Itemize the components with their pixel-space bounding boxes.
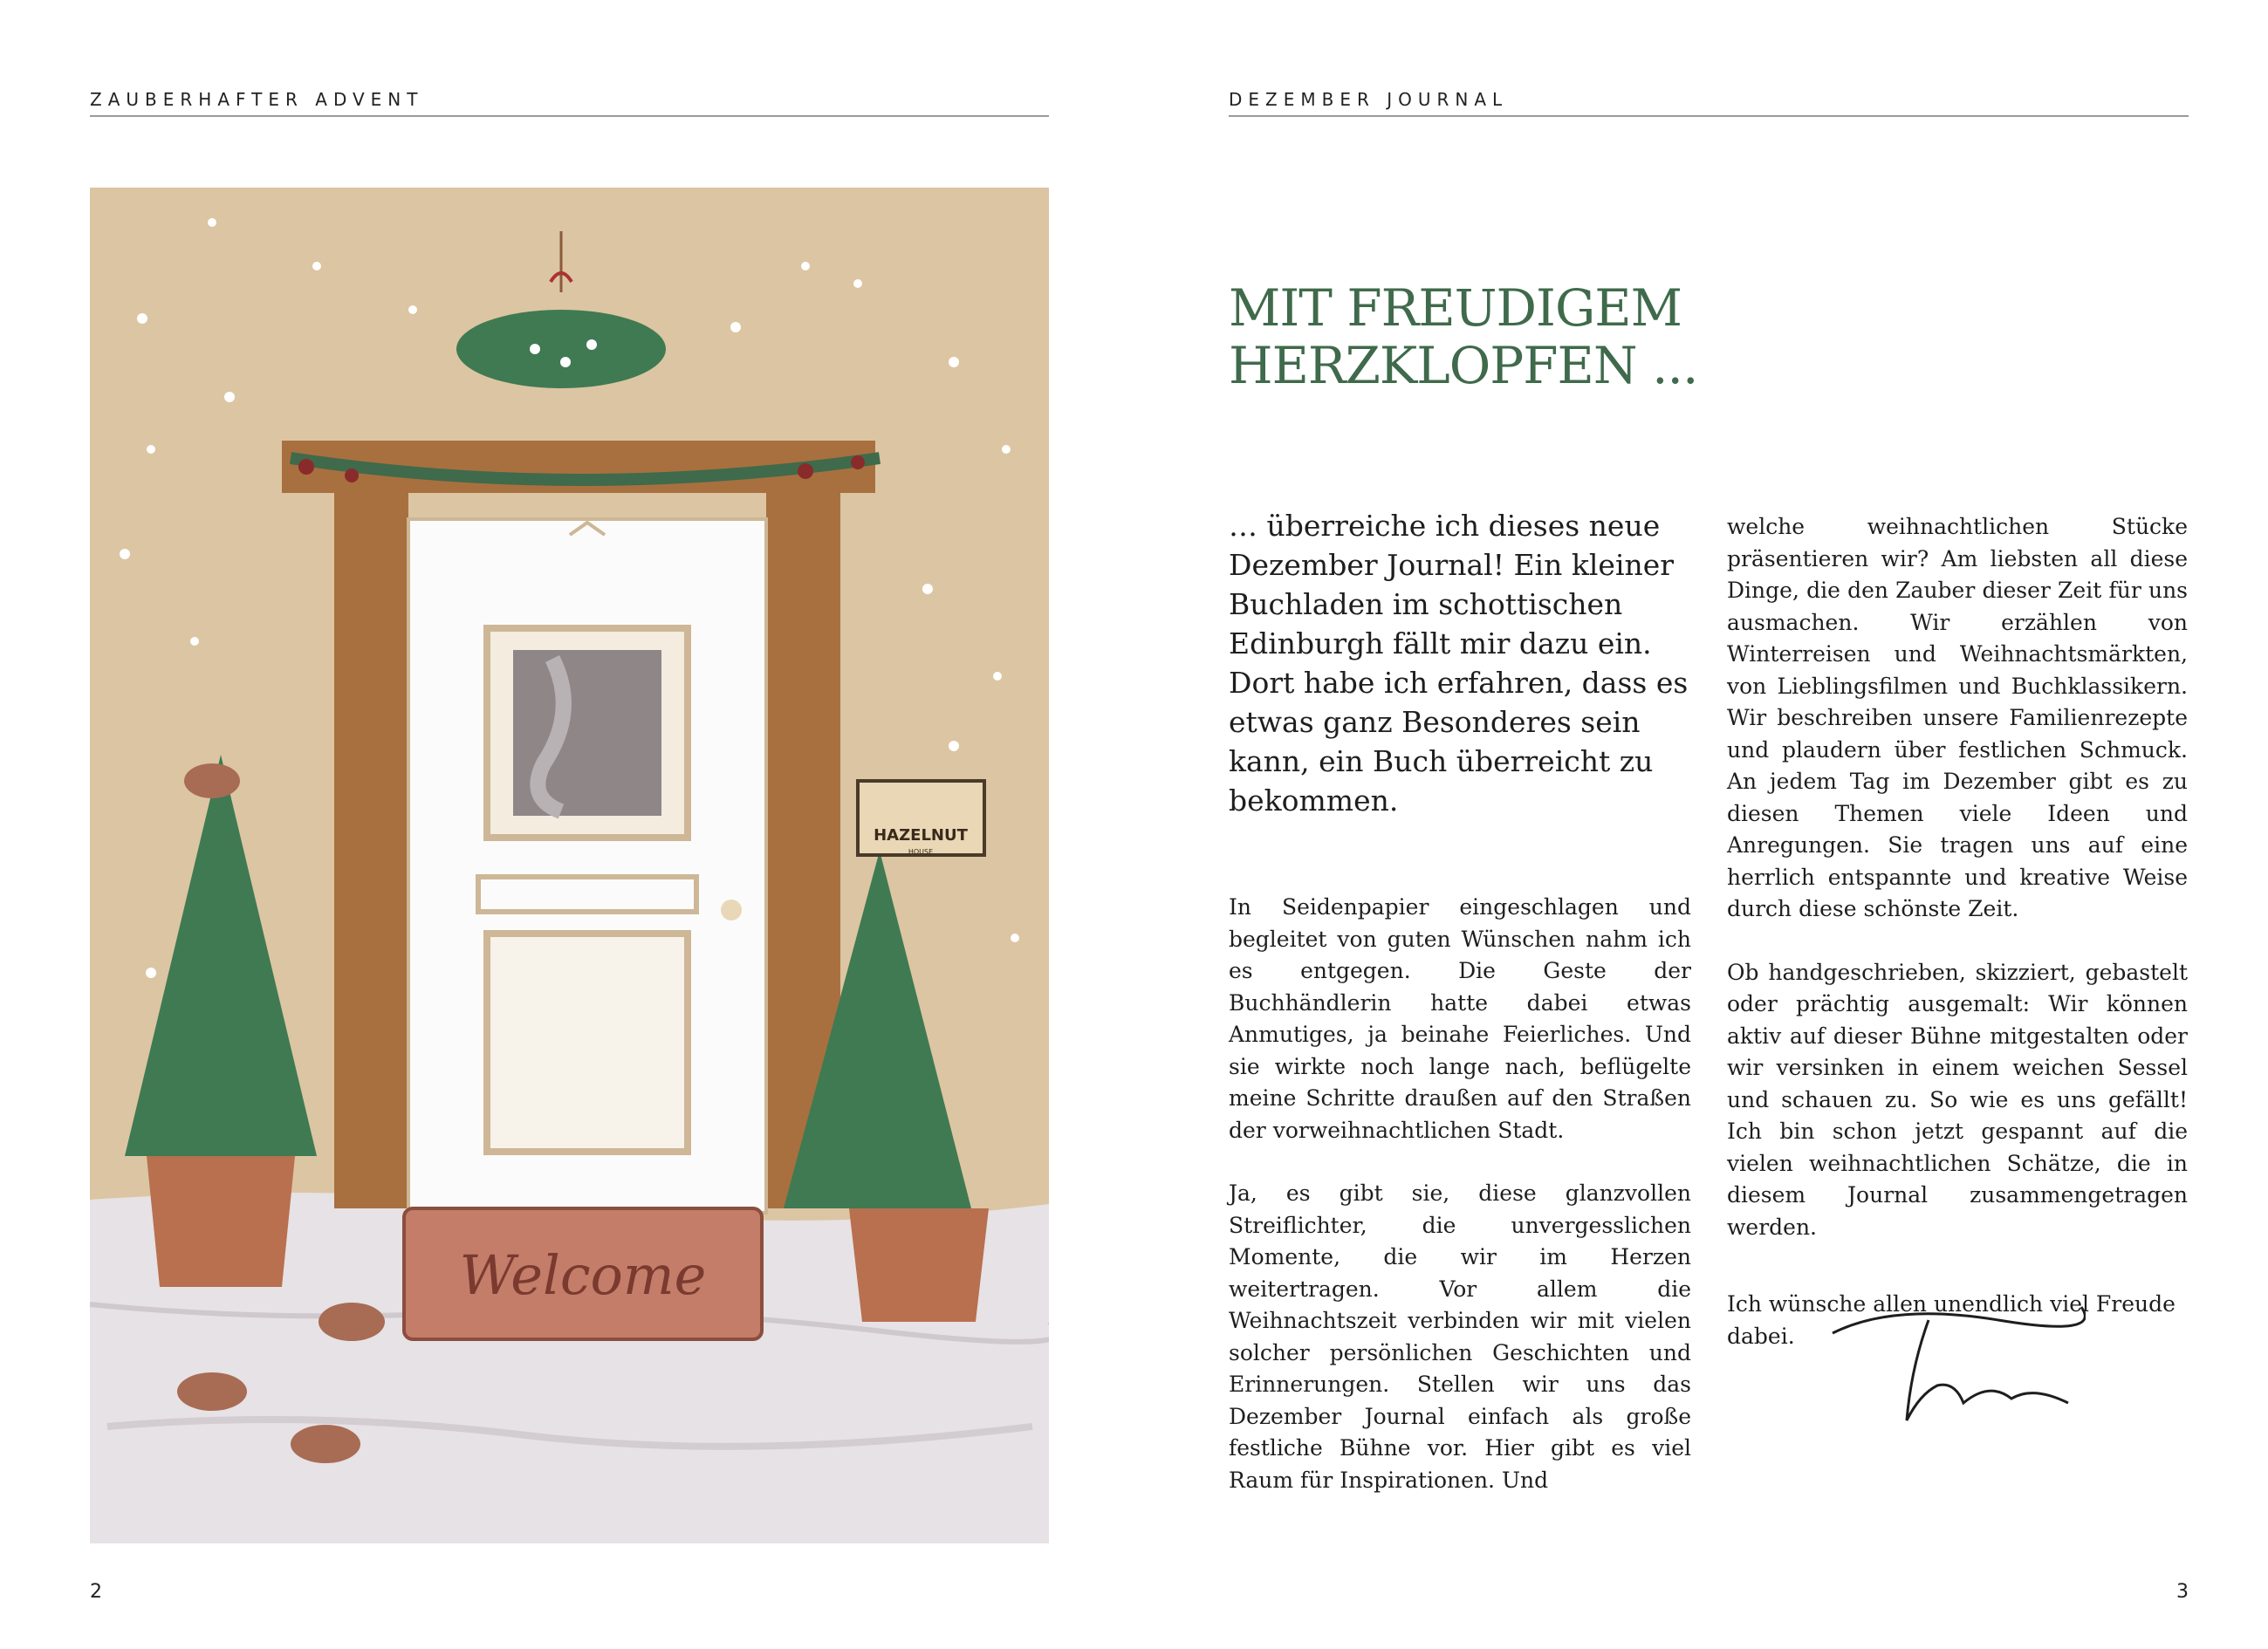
bird: [319, 1303, 385, 1341]
bird-on-tree: [184, 763, 240, 798]
signature: [1824, 1298, 2086, 1438]
mistletoe: [456, 310, 666, 388]
page-number-left: 2: [90, 1581, 102, 1603]
doormat-text: Welcome: [459, 1243, 707, 1307]
page-number-right: 3: [2176, 1581, 2189, 1603]
body-column-right: [1727, 511, 2188, 1384]
lead-paragraph: … überreiche ich dieses neue Dezember Journal! Ein kleiner Buchladen im schottischen Edinburgh fällt mir dazu ein. Dort habe ich erfahren, dass es etwas ganz Besonderes sein kann, ein Buch überreicht zu bekommen.: [1229, 509, 1689, 818]
hazelnut-sign-subtext: HOUSE: [908, 848, 934, 856]
door-knob: [721, 900, 742, 920]
headline-line-1: MIT FREUDIGEM: [1229, 278, 1682, 338]
body-paragraph: Ob handgeschrieben, skizziert, gebastelt oder prächtig ausgemalt: Wir können aktiv auf dieser Bühne mitgestalten oder wir versinken in einem weichen Sessel und schauen zu. So wie es uns gefällt! Ich bin schon jetzt gespannt auf die vielen weihnachtlichen Schätze, die in diesem Journal zusammengetragen werden.: [1727, 959, 2188, 1240]
body-paragraph: welche weihnachtlichen Stücke präsentieren wir? Am liebsten all diese Dinge, die den Zauber dieser Zeit für uns ausmachen. Wir erzählen von Winterreisen und Weihnachtsmärkten, von Lieblingsfilmen und Buchklassikern. Wir beschreiben unsere Familienrezepte und plaudern über festlichen Schmuck. An jedem Tag im Dezember gibt es zu diesen Themen viele Ideen und Anregungen. Sie tragen uns auf eine herrlich entspannte und kreative Weise durch diese schönste Zeit.: [1727, 514, 2188, 921]
bird: [291, 1425, 360, 1463]
headline: [1229, 279, 1697, 394]
running-head-right: DEZEMBER JOURNAL: [1229, 89, 1509, 110]
header-rule-right: [1229, 115, 2189, 117]
hazelnut-sign-text: HAZELNUT: [874, 826, 968, 845]
headline-line-2: HERZKLOPFEN ...: [1229, 336, 1698, 395]
door-lower-panel: [487, 934, 688, 1152]
closing-paragraph: Ich wünsche allen unendlich viel Freude dabei.: [1727, 1291, 2175, 1349]
pot-left: [147, 1156, 295, 1287]
header-rule-left: [90, 115, 1049, 117]
pot-right: [849, 1208, 989, 1322]
running-head-left: ZAUBERHAFTER ADVENT: [90, 89, 424, 110]
door-frame-left: [334, 493, 408, 1208]
body-paragraph: Ja, es gibt sie, diese glanzvollen Streiflichter, die unvergesslichen Momente, die wir im Herzen weitertragen. Vor allem die Weihnachtszeit verbinden wir mit vielen solcher persönlichen Geschichten und Erinnerungen. Stellen wir uns das Dezember Journal einfach als große festliche Bühne vor. Hier gibt es viel Raum für Inspirationen. Und: [1229, 1180, 1691, 1493]
bird: [177, 1372, 247, 1411]
body-paragraph: In Seidenpapier eingeschlagen und begleitet von guten Wünschen nahm ich es entgegen. Die Geste der Buchhändlerin hatte dabei etwas Anmutiges, ja beinahe Feierliches. Und sie wirkte noch lange nach, beflügelte meine Schritte draußen auf den Straßen der vorweihnachtlichen Stadt.: [1229, 894, 1691, 1143]
christmas-door-illustration: [90, 188, 1049, 1543]
body-column-left: [1229, 892, 1691, 1528]
